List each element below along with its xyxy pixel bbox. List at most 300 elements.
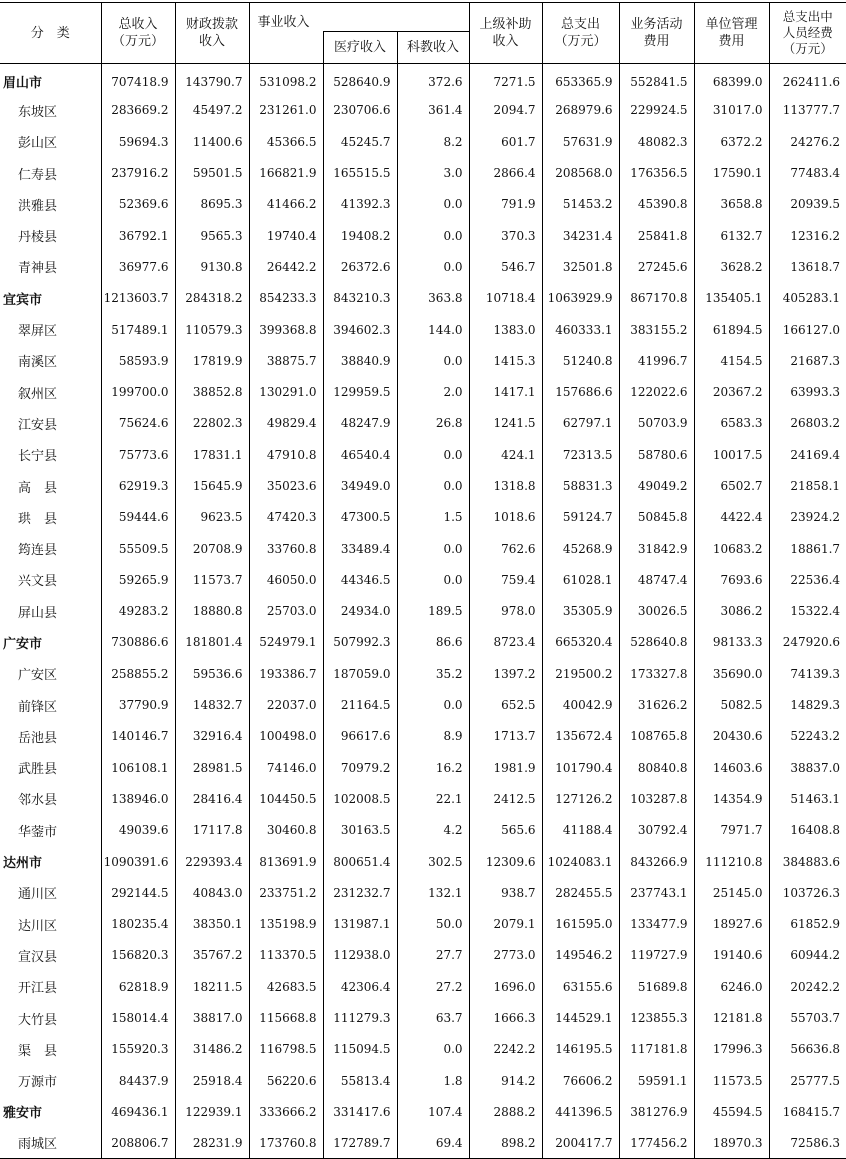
cell-business-expense: 843266.9 [619,846,694,877]
cell-fiscal-income: 181801.4 [175,627,249,658]
cell-total-income: 156820.3 [101,940,175,971]
region-name: 叙州区 [0,376,101,407]
cell-personnel-expense: 63993.3 [790,385,841,400]
cell-edu-income: 1.5 [397,502,469,533]
region-name: 筠连县 [0,533,101,564]
table-row [0,971,846,1002]
cell-management-expense: 4422.4 [694,502,769,533]
cell-fiscal-income: 40843.0 [175,877,249,908]
cell-medical-income: 21164.5 [323,689,397,720]
region-name: 高 县 [0,470,101,501]
cell-business-expense: 108765.8 [619,721,694,752]
cell-business-expense: 552841.5 [619,64,694,95]
cell-management-expense: 61894.5 [694,314,769,345]
cell-fiscal-income: 17117.8 [175,815,249,846]
cell-fiscal-income: 11400.6 [175,126,249,157]
cell-edu-income: 8.2 [397,126,469,157]
cell-subsidy-income: 2888.2 [469,1096,542,1127]
table-row [0,408,846,439]
cell-edu-income: 26.8 [397,408,469,439]
cell-business-income: 25703.0 [249,596,323,627]
cell-personnel-expense: 405283.1 [782,291,841,306]
cell-medical-income: 129959.5 [323,376,397,407]
cell-total-expense: 35305.9 [542,596,619,627]
cell-management-expense: 6132.7 [694,220,769,251]
cell-business-expense: 48747.4 [619,564,694,595]
table-row [0,502,846,533]
cell-business-income: 74146.0 [249,752,323,783]
table-row [0,345,846,376]
cell-total-expense: 72313.5 [542,439,619,470]
cell-business-expense: 119727.9 [619,940,694,971]
cell-total-income: 158014.4 [101,1002,175,1033]
cell-business-income: 104450.5 [249,783,323,814]
cell-total-expense: 63155.6 [542,971,619,1002]
cell-business-income: 19740.4 [249,220,323,251]
cell-total-expense: 157686.6 [542,376,619,407]
cell-total-expense: 51453.2 [542,189,619,220]
cell-subsidy-income: 2094.7 [469,95,542,126]
cell-total-income: 1213603.7 [101,283,175,314]
cell-edu-income: 0.0 [397,189,469,220]
cell-personnel-expense: 262411.6 [782,74,841,89]
cell-management-expense: 31017.0 [694,95,769,126]
cell-total-expense: 34231.4 [542,220,619,251]
cell-business-expense: 177456.2 [619,1128,694,1159]
cell-subsidy-income: 1696.0 [469,971,542,1002]
city-row [0,1096,846,1127]
cell-management-expense: 6246.0 [694,971,769,1002]
cell-subsidy-income: 978.0 [469,596,542,627]
cell-business-expense: 45390.8 [619,189,694,220]
cell-edu-income: 22.1 [397,783,469,814]
cell-edu-income: 0.0 [397,470,469,501]
header-total-income: 总收入 （万元） [101,3,175,64]
cell-business-income: 47420.3 [249,502,323,533]
table-row [0,314,846,345]
cell-medical-income: 131987.1 [323,909,397,940]
cell-fiscal-income: 14832.7 [175,689,249,720]
cell-business-income: 173760.8 [249,1128,323,1159]
cell-business-expense: 173327.8 [619,658,694,689]
region-name: 前锋区 [0,689,101,720]
cell-management-expense: 98133.3 [694,627,769,658]
cell-medical-income: 230706.6 [323,95,397,126]
region-name: 兴文县 [0,564,101,595]
cell-total-income: 49039.6 [101,815,175,846]
cell-subsidy-income: 898.2 [469,1128,542,1159]
cell-subsidy-income: 8723.4 [469,627,542,658]
cell-total-expense: 208568.0 [542,157,619,188]
cell-business-expense: 27245.6 [619,251,694,282]
cell-total-income: 469436.1 [101,1096,175,1127]
region-name: 仁寿县 [0,157,101,188]
cell-management-expense: 135405.1 [694,283,769,314]
region-name: 雅安市 [0,1096,101,1127]
cell-total-expense: 57631.9 [542,126,619,157]
table-row [0,721,846,752]
cell-edu-income: 3.0 [397,157,469,188]
region-name: 彭山区 [0,126,101,157]
cell-business-expense: 30792.4 [619,815,694,846]
cell-subsidy-income: 601.7 [469,126,542,157]
cell-personnel-expense: 12316.2 [790,228,841,243]
cell-business-income: 813691.9 [249,846,323,877]
cell-subsidy-income: 762.6 [469,533,542,564]
cell-subsidy-income: 759.4 [469,564,542,595]
region-name: 渠 县 [0,1034,101,1065]
cell-subsidy-income: 2773.0 [469,940,542,971]
cell-personnel-expense: 24276.2 [790,134,841,149]
cell-subsidy-income: 546.7 [469,251,542,282]
cell-edu-income: 50.0 [397,909,469,940]
cell-edu-income: 63.7 [397,1002,469,1033]
cell-personnel-expense: 168415.7 [782,1104,841,1119]
cell-business-expense: 31626.2 [619,689,694,720]
cell-total-expense: 219500.2 [542,658,619,689]
cell-fiscal-income: 18211.5 [175,971,249,1002]
cell-edu-income: 2.0 [397,376,469,407]
cell-management-expense: 12181.8 [694,1002,769,1033]
cell-edu-income: 107.4 [397,1096,469,1127]
cell-business-income: 113370.5 [249,940,323,971]
cell-medical-income: 33489.4 [323,533,397,564]
region-name: 武胜县 [0,752,101,783]
cell-fiscal-income: 59501.5 [175,157,249,188]
cell-business-income: 56220.6 [249,1065,323,1096]
cell-edu-income: 0.0 [397,1034,469,1065]
cell-total-expense: 61028.1 [542,564,619,595]
cell-total-expense: 40042.9 [542,689,619,720]
table-row [0,251,846,282]
cell-business-expense: 48082.3 [619,126,694,157]
cell-business-income: 231261.0 [249,95,323,126]
cell-edu-income: 86.6 [397,627,469,658]
cell-total-expense: 200417.7 [542,1128,619,1159]
cell-medical-income: 34949.0 [323,470,397,501]
region-name: 东坡区 [0,95,101,126]
cell-personnel-expense: 247920.6 [782,635,841,650]
cell-personnel-expense: 60944.2 [790,948,841,963]
cell-fiscal-income: 9130.8 [175,251,249,282]
cell-total-income: 58593.9 [101,345,175,376]
cell-edu-income: 27.2 [397,971,469,1002]
cell-medical-income: 165515.5 [323,157,397,188]
cell-business-income: 26442.2 [249,251,323,282]
cell-management-expense: 68399.0 [694,64,769,95]
cell-edu-income: 35.2 [397,658,469,689]
cell-business-income: 193386.7 [249,658,323,689]
cell-medical-income: 42306.4 [323,971,397,1002]
cell-medical-income: 46540.4 [323,439,397,470]
region-name: 江安县 [0,408,101,439]
region-name: 长宁县 [0,439,101,470]
cell-total-income: 208806.7 [101,1128,175,1159]
table-row [0,220,846,251]
cell-personnel-expense: 20242.2 [790,979,841,994]
cell-total-income: 199700.0 [101,376,175,407]
cell-management-expense: 25145.0 [694,877,769,908]
table-row [0,752,846,783]
cell-edu-income: 0.0 [397,251,469,282]
cell-business-expense: 123855.3 [619,1002,694,1033]
cell-management-expense: 6502.7 [694,470,769,501]
cell-medical-income: 26372.6 [323,251,397,282]
region-name: 雨城区 [0,1128,101,1159]
region-name: 广安市 [0,627,101,658]
cell-subsidy-income: 1383.0 [469,314,542,345]
cell-fiscal-income: 229393.4 [175,846,249,877]
cell-edu-income: 363.8 [397,283,469,314]
table-row [0,1034,846,1065]
cell-personnel-expense: 15322.4 [790,604,841,619]
cell-medical-income: 47300.5 [323,502,397,533]
cell-total-income: 37790.9 [101,689,175,720]
cell-total-income: 237916.2 [101,157,175,188]
cell-subsidy-income: 1318.8 [469,470,542,501]
cell-personnel-expense: 38837.0 [790,760,841,775]
cell-business-income: 46050.0 [249,564,323,595]
header-business-income: 事业收入 [249,3,469,32]
cell-subsidy-income: 370.3 [469,220,542,251]
cell-business-expense: 867170.8 [619,283,694,314]
table-row [0,470,846,501]
cell-fiscal-income: 143790.7 [175,64,249,95]
region-name: 大竹县 [0,1002,101,1033]
cell-business-income: 47910.8 [249,439,323,470]
cell-management-expense: 6583.3 [694,408,769,439]
cell-medical-income: 843210.3 [323,283,397,314]
cell-fiscal-income: 9565.3 [175,220,249,251]
cell-total-income: 59265.9 [101,564,175,595]
cell-medical-income: 115094.5 [323,1034,397,1065]
cell-total-income: 84437.9 [101,1065,175,1096]
cell-total-expense: 127126.2 [542,783,619,814]
cell-fiscal-income: 18880.8 [175,596,249,627]
cell-management-expense: 6372.2 [694,126,769,157]
region-name: 眉山市 [0,64,101,95]
cell-edu-income: 0.0 [397,220,469,251]
cell-management-expense: 14354.9 [694,783,769,814]
cell-personnel-expense: 103726.3 [782,885,841,900]
cell-total-expense: 32501.8 [542,251,619,282]
table-row [0,189,846,220]
cell-personnel-expense: 56636.8 [790,1042,841,1057]
cell-business-income: 41466.2 [249,189,323,220]
region-name: 洪雅县 [0,189,101,220]
table-row [0,815,846,846]
cell-business-income: 399368.8 [249,314,323,345]
cell-business-expense: 58780.6 [619,439,694,470]
cell-total-expense: 268979.6 [542,95,619,126]
cell-medical-income: 24934.0 [323,596,397,627]
cell-edu-income: 69.4 [397,1128,469,1159]
cell-subsidy-income: 2866.4 [469,157,542,188]
cell-total-income: 140146.7 [101,721,175,752]
cell-business-expense: 49049.2 [619,470,694,501]
cell-management-expense: 10017.5 [694,439,769,470]
cell-total-expense: 101790.4 [542,752,619,783]
cell-business-expense: 383155.2 [619,314,694,345]
cell-total-income: 1090391.6 [101,846,175,877]
cell-business-income: 166821.9 [249,157,323,188]
cell-personnel-expense: 14829.3 [790,698,841,713]
cell-fiscal-income: 17819.9 [175,345,249,376]
cell-total-income: 138946.0 [101,783,175,814]
cell-business-expense: 25841.8 [619,220,694,251]
cell-business-income: 45366.5 [249,126,323,157]
header-fiscal-income: 财政拨款 收入 [175,3,249,64]
cell-medical-income: 38840.9 [323,345,397,376]
cell-total-expense: 149546.2 [542,940,619,971]
cell-total-income: 292144.5 [101,877,175,908]
table-row [0,376,846,407]
cell-medical-income: 111279.3 [323,1002,397,1033]
cell-medical-income: 19408.2 [323,220,397,251]
cell-business-expense: 80840.8 [619,752,694,783]
cell-edu-income: 144.0 [397,314,469,345]
cell-fiscal-income: 8695.3 [175,189,249,220]
cell-personnel-expense: 24169.4 [790,447,841,462]
cell-business-income: 49829.4 [249,408,323,439]
cell-management-expense: 3658.8 [694,189,769,220]
cell-subsidy-income: 938.7 [469,877,542,908]
cell-subsidy-income: 10718.4 [469,283,542,314]
table-row [0,1002,846,1033]
cell-management-expense: 7693.6 [694,564,769,595]
cell-management-expense: 18927.6 [694,909,769,940]
city-row [0,64,846,95]
cell-business-expense: 122022.6 [619,376,694,407]
cell-subsidy-income: 1397.2 [469,658,542,689]
header-personnel-expense: 总支出中 人员经费 （万元） [769,3,846,64]
region-name: 翠屏区 [0,314,101,345]
cell-edu-income: 4.2 [397,815,469,846]
cell-business-income: 116798.5 [249,1034,323,1065]
cell-medical-income: 41392.3 [323,189,397,220]
header-edu-income: 科教收入 [397,32,469,64]
cell-personnel-expense: 16408.8 [790,823,841,838]
cell-medical-income: 70979.2 [323,752,397,783]
cell-management-expense: 17590.1 [694,157,769,188]
cell-management-expense: 7971.7 [694,815,769,846]
data-table [0,2,846,1159]
cell-subsidy-income: 1018.6 [469,502,542,533]
cell-management-expense: 111210.8 [694,846,769,877]
cell-total-expense: 282455.5 [542,877,619,908]
cell-personnel-expense: 13618.7 [790,259,841,274]
cell-fiscal-income: 15645.9 [175,470,249,501]
cell-business-expense: 50845.8 [619,502,694,533]
table-row [0,564,846,595]
cell-fiscal-income: 122939.1 [175,1096,249,1127]
region-name: 达川区 [0,909,101,940]
cell-subsidy-income: 2242.2 [469,1034,542,1065]
cell-business-income: 35023.6 [249,470,323,501]
cell-fiscal-income: 45497.2 [175,95,249,126]
cell-medical-income: 528640.9 [323,64,397,95]
cell-total-expense: 460333.1 [542,314,619,345]
cell-business-expense: 117181.8 [619,1034,694,1065]
cell-business-income: 233751.2 [249,877,323,908]
cell-business-expense: 237743.1 [619,877,694,908]
cell-personnel-expense: 23924.2 [790,510,841,525]
region-name: 屏山县 [0,596,101,627]
cell-personnel-expense: 21858.1 [790,479,841,493]
cell-medical-income: 55813.4 [323,1065,397,1096]
region-name: 广安区 [0,658,101,689]
cell-medical-income: 96617.6 [323,721,397,752]
region-name: 通川区 [0,877,101,908]
cell-edu-income: 372.6 [397,64,469,95]
cell-edu-income: 302.5 [397,846,469,877]
cell-business-income: 854233.3 [249,283,323,314]
cell-edu-income: 0.0 [397,345,469,376]
cell-fiscal-income: 28231.9 [175,1128,249,1159]
cell-subsidy-income: 2412.5 [469,783,542,814]
cell-personnel-expense: 52243.2 [790,729,841,744]
cell-personnel-expense: 166127.0 [782,322,841,337]
cell-personnel-expense: 18861.7 [790,541,841,556]
cell-personnel-expense: 26803.2 [790,416,841,431]
cell-business-income: 524979.1 [249,627,323,658]
cell-fiscal-income: 35767.2 [175,940,249,971]
cell-edu-income: 27.7 [397,940,469,971]
table-row [0,1065,846,1096]
city-row [0,283,846,314]
cell-fiscal-income: 9623.5 [175,502,249,533]
cell-business-expense: 30026.5 [619,596,694,627]
cell-medical-income: 112938.0 [323,940,397,971]
cell-medical-income: 331417.6 [323,1096,397,1127]
cell-business-expense: 41996.7 [619,345,694,376]
cell-total-income: 180235.4 [101,909,175,940]
cell-total-income: 49283.2 [101,596,175,627]
cell-total-income: 155920.3 [101,1034,175,1065]
cell-management-expense: 20430.6 [694,721,769,752]
cell-fiscal-income: 38852.8 [175,376,249,407]
table-row [0,940,846,971]
cell-management-expense: 18970.3 [694,1128,769,1159]
cell-medical-income: 187059.0 [323,658,397,689]
cell-personnel-expense: 72586.3 [769,1128,846,1159]
cell-fiscal-income: 11573.7 [175,564,249,595]
cell-edu-income: 0.0 [397,439,469,470]
table-row [0,157,846,188]
cell-total-income: 62818.9 [101,971,175,1002]
cell-business-income: 115668.8 [249,1002,323,1033]
region-name: 万源市 [0,1065,101,1096]
cell-management-expense: 10683.2 [694,533,769,564]
city-row [0,627,846,658]
cell-total-income: 55509.5 [101,533,175,564]
cell-edu-income: 1.8 [397,1065,469,1096]
cell-total-income: 75624.6 [101,408,175,439]
cell-total-expense: 45268.9 [542,533,619,564]
cell-management-expense: 5082.5 [694,689,769,720]
cell-fiscal-income: 284318.2 [175,283,249,314]
region-name: 珙 县 [0,502,101,533]
cell-total-expense: 441396.5 [542,1096,619,1127]
cell-subsidy-income: 652.5 [469,689,542,720]
cell-personnel-expense: 55703.7 [790,1011,841,1026]
cell-total-income: 730886.6 [101,627,175,658]
cell-edu-income: 132.1 [397,877,469,908]
table-body [0,64,846,1159]
header-total-expense: 总支出 （万元） [542,3,619,64]
table-row [0,126,846,157]
cell-total-expense: 59124.7 [542,502,619,533]
